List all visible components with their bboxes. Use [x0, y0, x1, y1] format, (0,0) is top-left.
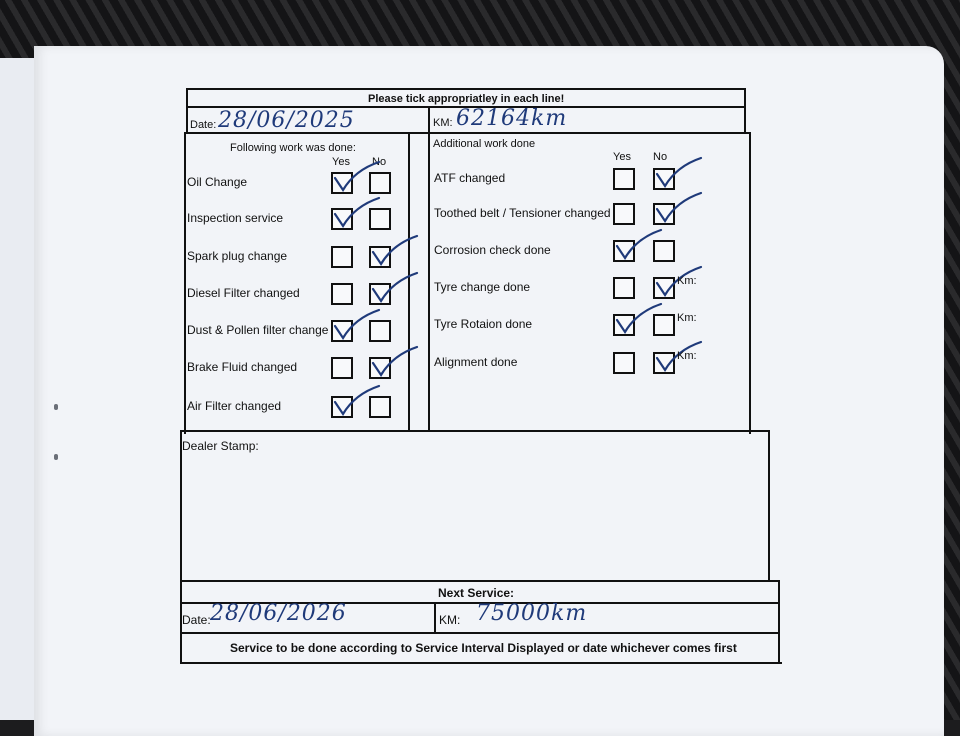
next-date-value: 28/06/2026 — [210, 601, 347, 626]
no-checkbox[interactable] — [369, 208, 391, 230]
checkmark-icon — [655, 191, 705, 225]
no-checkbox[interactable] — [369, 172, 391, 194]
rule — [180, 430, 770, 432]
rule — [180, 632, 780, 634]
checkmark-icon — [371, 234, 421, 268]
yes-checkbox[interactable] — [331, 246, 353, 268]
next-date-label: Date: — [182, 613, 211, 627]
checklist-item-label: Corrosion check done — [434, 243, 551, 257]
rule — [180, 580, 780, 582]
checklist-item-label: Tyre change done — [434, 280, 531, 294]
right-yes-header: Yes — [613, 151, 631, 163]
left-yes-header: Yes — [332, 156, 350, 168]
checklist-item-label: Toothed belt / Tensioner changed — [434, 206, 611, 220]
frame-right — [749, 132, 751, 434]
next-km-label: KM: — [439, 613, 461, 627]
right-no-header: No — [653, 151, 668, 163]
service-date-value: 28/06/2025 — [218, 108, 355, 133]
no-checkbox[interactable] — [653, 240, 675, 262]
frame-right-bottom — [778, 580, 780, 664]
no-checkbox[interactable] — [369, 320, 391, 342]
dealer-stamp-label: Dealer Stamp: — [182, 439, 259, 453]
left-no-header: No — [372, 156, 387, 168]
yes-checkbox[interactable] — [613, 277, 635, 299]
footer-note: Service to be done according to Service Interval Displayed or date whichever comes first — [230, 641, 737, 655]
frame-left — [184, 132, 186, 434]
column-divider — [434, 604, 436, 634]
checklist-item-label: Oil Change — [187, 175, 248, 189]
km-suffix-label: Km: — [677, 312, 697, 324]
checkmark-icon — [371, 345, 421, 379]
checklist-item-label: Diesel Filter changed — [187, 286, 300, 300]
service-km-label: KM: — [433, 117, 453, 129]
km-suffix-label: Km: — [677, 350, 697, 362]
km-suffix-label: Km: — [677, 275, 697, 287]
yes-checkbox[interactable] — [613, 168, 635, 190]
checklist-item-label: Dust & Pollen filter change — [187, 323, 329, 337]
yes-checkbox[interactable] — [331, 283, 353, 305]
frame-right-upper — [744, 88, 746, 134]
service-km-value: 62164km — [456, 106, 568, 131]
no-checkbox[interactable] — [653, 314, 675, 336]
right-section-title: Additional work done — [433, 138, 536, 150]
checklist-item-label: Tyre Rotaion done — [434, 317, 533, 331]
service-date-label: Date: — [190, 119, 217, 131]
checklist-item-label: Inspection service — [187, 211, 284, 225]
checklist-item-label: Air Filter changed — [187, 399, 282, 413]
form-instruction: Please tick appropriatley in each line! — [368, 93, 565, 105]
yes-checkbox[interactable] — [613, 203, 635, 225]
checklist-item-label: ATF changed — [434, 171, 506, 185]
frame-right-lower — [768, 430, 770, 580]
next-km-value: 75000km — [476, 601, 588, 626]
column-divider — [428, 106, 430, 432]
checklist-item-label: Brake Fluid changed — [187, 360, 298, 374]
frame-left-lower — [180, 430, 182, 664]
frame-top — [186, 88, 746, 90]
yes-checkbox[interactable] — [331, 357, 353, 379]
yes-checkbox[interactable] — [613, 352, 635, 374]
checklist-item-label: Alignment done — [434, 355, 518, 369]
checkmark-icon — [371, 271, 421, 305]
checklist-item-label: Spark plug change — [187, 249, 288, 263]
frame-left-upper — [186, 88, 188, 134]
no-checkbox[interactable] — [369, 396, 391, 418]
frame-bottom — [180, 662, 782, 664]
checkmark-icon — [655, 156, 705, 190]
next-service-title: Next Service: — [438, 586, 515, 600]
left-section-title: Following work was done: — [230, 142, 356, 154]
